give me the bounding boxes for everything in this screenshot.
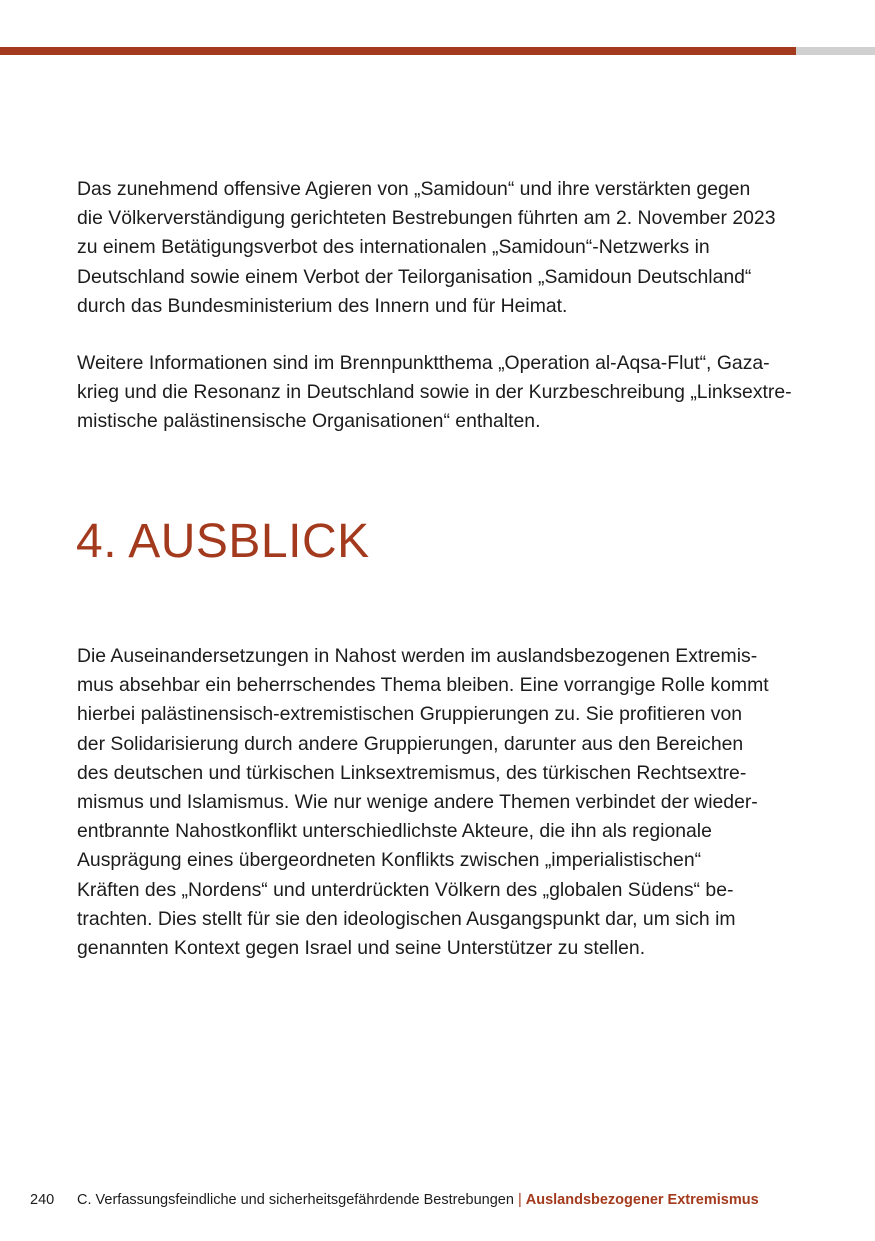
text-line: Kräften des „Nordens“ und unterdrückten Völkern des „globalen Südens“ be-: [77, 878, 734, 901]
text-line: mistische palästinensische Organisationen“ enthalten.: [77, 410, 541, 433]
text-line: die Völkerverständigung gerichteten Bestrebungen führten am 2. November 2023: [77, 207, 776, 230]
footer-section: Auslandsbezogener Extremismus: [525, 1192, 759, 1208]
body-paragraph-samidoun: [77, 175, 797, 321]
running-head: [77, 1188, 759, 1212]
page-footer: [0, 1188, 875, 1212]
text-line: trachten. Dies stellt für sie den ideologischen Ausgangspunkt dar, um sich im: [77, 907, 736, 930]
text-line: der Solidarisierung durch andere Gruppierungen, darunter aus den Bereichen: [77, 732, 744, 755]
text-line: mus absehbar ein beherrschendes Thema bleiben. Eine vorrangige Rolle kommt: [77, 674, 769, 697]
text-line: hierbei palästinensisch-extremistischen Gruppierungen zu. Sie profitieren von: [77, 703, 743, 726]
text-line: des deutschen und türkischen Linksextremismus, des türkischen Rechtsextre-: [77, 761, 747, 784]
text-line: zu einem Betätigungsverbot des internationalen „Samidoun“-Netzwerks in: [77, 236, 710, 259]
body-paragraph-outlook: [77, 642, 797, 963]
text-line: durch das Bundesministerium des Innern und für Heimat.: [77, 294, 568, 317]
footer-separator: |: [517, 1192, 522, 1208]
section-heading: 4. AUSBLICK: [76, 515, 370, 568]
page-number: 240: [30, 1192, 55, 1208]
footer-chapter: C. Verfassungsfeindliche und sicherheitsgefährdende Bestrebungen: [77, 1192, 514, 1208]
text-line: Die Auseinandersetzungen in Nahost werden im auslandsbezogenen Extremis-: [77, 645, 758, 667]
text-line: krieg und die Resonanz in Deutschland sowie in der Kurzbeschreibung „Linksextre-: [77, 381, 792, 404]
text-line: Deutschland sowie einem Verbot der Teilorganisation „Samidoun Deutschland“: [77, 265, 752, 288]
text-line: genannten Kontext gegen Israel und seine Unterstützer zu stellen.: [77, 937, 646, 960]
text-line: Ausprägung eines übergeordneten Konflikts zwischen „imperialistischen“: [77, 849, 702, 872]
text-line: mismus und Islamismus. Wie nur wenige andere Themen verbindet der wieder-: [77, 791, 758, 814]
text-line: Weitere Informationen sind im Brennpunktthema „Operation al-Aqsa-Flut“, Gaza-: [77, 352, 770, 374]
header-accent-rule: [0, 47, 796, 55]
header-grey-rule: [796, 47, 875, 55]
body-paragraph-further-info: [77, 349, 797, 437]
text-line: entbrannte Nahostkonflikt unterschiedlichste Akteure, die ihn als regionale: [77, 820, 712, 843]
text-line: Das zunehmend offensive Agieren von „Samidoun“ und ihre verstärkten gegen: [77, 178, 751, 200]
